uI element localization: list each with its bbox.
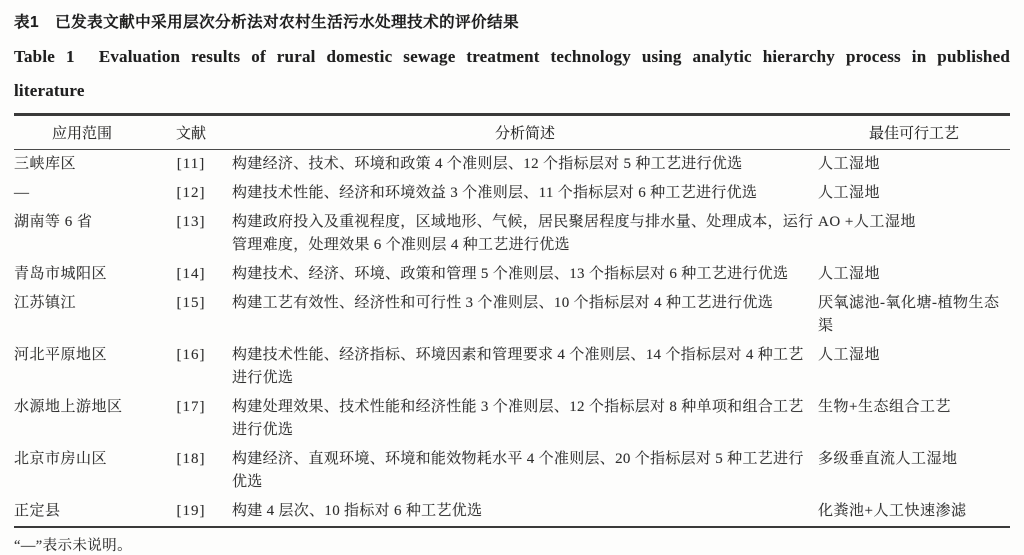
table-row [14,260,1010,289]
cell-reference-number: [13] [176,214,206,230]
cell-analysis-summary: 构建 4 层次、10 指标对 6 种工艺优选 [232,503,483,519]
cell-application-scope: — [14,185,30,201]
cell-application-scope: 河北平原地区 [14,347,108,363]
table-caption-english: Table 1 Evaluation results of rural domestic sewage treatment technology using analytic hierarchy process in published literature [14,47,1010,100]
cell-application-scope: 青岛市城阳区 [14,266,108,282]
cell-application-scope: 江苏镇江 [14,295,77,311]
cell-reference-number: [18] [176,451,206,467]
table-caption-chinese: 表1 已发表文献中采用层次分析法对农村生活污水处理技术的评价结果 [14,14,520,31]
table-row [14,497,1010,527]
evaluation-results-table [14,113,1010,528]
cell-best-feasible-process: 生物+生态组合工艺 [818,399,951,415]
table-header-row [14,115,1010,150]
cell-reference-number: [17] [176,399,206,415]
col-header-application-scope: 应用范围 [14,115,150,150]
table-row [14,341,1010,393]
cell-reference-number: [11] [176,156,206,172]
table-footnote: “—”表示未说明。 [14,538,132,554]
cell-application-scope: 正定县 [14,503,61,519]
cell-best-feasible-process: 人工湿地 [818,156,881,172]
cell-analysis-summary: 构建处理效果、技术性能和经济性能 3 个准则层、12 个指标层对 8 种单项和组合工艺进行优选 [232,399,804,438]
cell-analysis-summary: 构建经济、技术、环境和政策 4 个准则层、12 个指标层对 5 种工艺进行优选 [232,156,743,172]
cell-best-feasible-process: AO +人工湿地 [818,214,916,230]
cell-best-feasible-process: 厌氧滤池-氧化塘-植物生态渠 [818,295,1000,334]
cell-analysis-summary: 构建技术性能、经济指标、环境因素和管理要求 4 个准则层、14 个指标层对 4 种工艺进行优选 [232,347,804,386]
cell-reference-number: [15] [176,295,206,311]
cell-best-feasible-process: 多级垂直流人工湿地 [818,451,958,467]
col-header-analysis-summary: 分析简述 [232,115,818,150]
cell-analysis-summary: 构建工艺有效性、经济性和可行性 3 个准则层、10 个指标层对 4 种工艺进行优选 [232,295,774,311]
cell-reference-number: [16] [176,347,206,363]
table-row [14,289,1010,341]
cell-application-scope: 三峡库区 [14,156,77,172]
cell-application-scope: 水源地上游地区 [14,399,123,415]
cell-best-feasible-process: 人工湿地 [818,185,881,201]
table-row [14,150,1010,180]
cell-reference-number: [14] [176,266,206,282]
table-row [14,208,1010,260]
cell-application-scope: 湖南等 6 省 [14,214,93,230]
col-header-best-feasible-process: 最佳可行工艺 [818,115,1010,150]
table-row [14,179,1010,208]
cell-best-feasible-process: 化粪池+人工快速渗滤 [818,503,967,519]
table-row [14,393,1010,445]
cell-best-feasible-process: 人工湿地 [818,266,881,282]
table-row [14,445,1010,497]
cell-analysis-summary: 构建技术、经济、环境、政策和管理 5 个准则层、13 个指标层对 6 种工艺进行优选 [232,266,789,282]
cell-reference-number: [19] [176,503,206,519]
cell-best-feasible-process: 人工湿地 [818,347,881,363]
cell-analysis-summary: 构建技术性能、经济和环境效益 3 个准则层、11 个指标层对 6 种工艺进行优选 [232,185,758,201]
cell-analysis-summary: 构建政府投入及重视程度，区域地形、气候，居民聚居程度与排水量、处理成本，运行管理难度，处理效果 6 个准则层 4 种工艺进行优选 [232,214,814,253]
cell-reference-number: [12] [176,185,206,201]
cell-analysis-summary: 构建经济、直观环境、环境和能效物耗水平 4 个准则层、20 个指标层对 5 种工艺进行优选 [232,451,804,490]
col-header-reference: 文献 [150,115,232,150]
cell-application-scope: 北京市房山区 [14,451,108,467]
